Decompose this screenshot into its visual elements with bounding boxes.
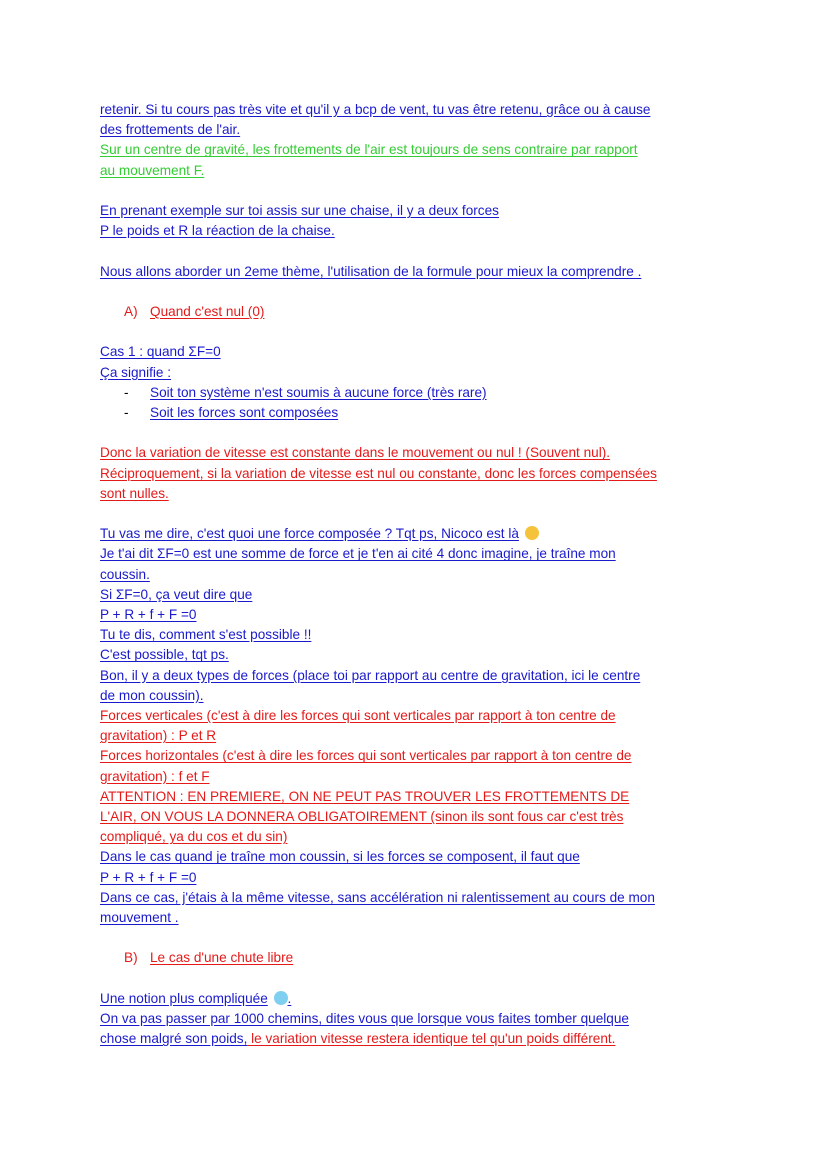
text-line-important: Forces horizontales (c'est à dire les forces qui sont verticales par rapport à ton centre de bbox=[100, 748, 632, 764]
dash-bullet-icon: - bbox=[124, 384, 129, 400]
text-line: Tu te dis, comment s'est possible !! bbox=[100, 627, 312, 643]
text-line: Dans le cas quand je traîne mon coussin, si les forces se composent, il faut que bbox=[100, 849, 580, 865]
smirk-face-icon bbox=[525, 526, 539, 540]
text-line: coussin. bbox=[100, 566, 150, 582]
text-line: des frottements de l'air. bbox=[100, 122, 241, 138]
text-line: Une notion plus compliquée . bbox=[100, 990, 292, 1006]
text-line-important: sont nulles. bbox=[100, 485, 169, 501]
text-line: En prenant exemple sur toi assis sur une chaise, il y a deux forces bbox=[100, 203, 499, 218]
document-body bbox=[100, 100, 730, 1049]
text-line: Nous allons aborder un 2eme thème, l'utilisation de la formule pour mieux la comprendre . bbox=[100, 263, 642, 279]
text-line: Si ΣF=0, ça veut dire que bbox=[100, 586, 253, 602]
text-line: On va pas passer par 1000 chemins, dites vous que lorsque vous faites tomber quelque bbox=[100, 1011, 629, 1027]
bullet-list bbox=[100, 383, 730, 423]
spacer bbox=[100, 181, 730, 201]
text-line-highlight: au mouvement F. bbox=[100, 162, 205, 178]
text-line-important: Forces verticales (c'est à dire les forces qui sont verticales par rapport à ton centre de bbox=[100, 708, 616, 723]
equation-line: P + R + f + F =0 bbox=[100, 869, 197, 885]
text-line: Je t'ai dit ΣF=0 est une somme de force et je t'en ai cité 4 donc imagine, je traîne mon bbox=[100, 546, 616, 562]
text-line: P le poids et R la réaction de la chaise. bbox=[100, 223, 335, 239]
equation-line: P + R + f + F =0 bbox=[100, 606, 197, 622]
text-line-important: Donc la variation de vitesse est constante dans le mouvement ou nul ! (Souvent nul). bbox=[100, 445, 611, 461]
section-letter: B) bbox=[124, 950, 138, 966]
text-line: mouvement . bbox=[100, 910, 179, 926]
text-line: Ça signifie : bbox=[100, 364, 172, 380]
warning-line: ATTENTION : EN PREMIERE, ON NE PEUT PAS TROUVER LES FROTTEMENTS DE bbox=[100, 788, 630, 804]
text-line: Bon, il y a deux types de forces (place toi par rapport au centre de gravitation, ici le centre bbox=[100, 667, 641, 683]
text-line-highlight: Sur un centre de gravité, les frottements de l'air est toujours de sens contraire par rapport bbox=[100, 142, 638, 158]
spacer bbox=[100, 322, 730, 342]
text-line: Cas 1 : quand ΣF=0 bbox=[100, 344, 221, 360]
section-title: Quand c'est nul (0) bbox=[150, 303, 265, 319]
text-line: de mon coussin). bbox=[100, 687, 204, 703]
warning-line: compliqué, ya du cos et du sin) bbox=[100, 829, 288, 845]
cold-face-icon bbox=[274, 991, 288, 1005]
spacer bbox=[100, 969, 730, 989]
text-line: chose malgré son poids, le variation vitesse restera identique tel qu'un poids différent. bbox=[100, 1031, 616, 1047]
section-heading-b bbox=[100, 948, 730, 968]
text-line: C'est possible, tqt ps. bbox=[100, 647, 229, 663]
text-line: Dans ce cas, j'étais à la même vitesse, sans accélération ni ralentissement au cours de mon bbox=[100, 889, 655, 905]
text-line-important: Réciproquement, si la variation de vitesse est nul ou constante, donc les forces compensées bbox=[100, 465, 657, 481]
section-title: Le cas d'une chute libre bbox=[150, 950, 294, 966]
text-line-important: gravitation) : P et R bbox=[100, 728, 217, 744]
spacer bbox=[100, 423, 730, 443]
spacer bbox=[100, 241, 730, 261]
spacer bbox=[100, 928, 730, 948]
text-line: retenir. Si tu cours pas très vite et qu'il y a bcp de vent, tu vas être retenu, grâce ou à cause bbox=[100, 102, 651, 117]
spacer bbox=[100, 504, 730, 524]
section-letter: A) bbox=[124, 303, 138, 319]
spacer bbox=[100, 282, 730, 302]
text-line-important: gravitation) : f et F bbox=[100, 768, 210, 784]
dash-bullet-icon: - bbox=[124, 404, 129, 420]
list-item: - Soit les forces sont composées bbox=[100, 403, 730, 423]
section-heading-a bbox=[100, 302, 730, 322]
text-line: Tu vas me dire, c'est quoi une force composée ? Tqt ps, Nicoco est là bbox=[100, 524, 730, 544]
list-item: - Soit ton système n'est soumis à aucune force (très rare) bbox=[100, 383, 730, 403]
warning-line: L'AIR, ON VOUS LA DONNERA OBLIGATOIREMENT (sinon ils sont fous car c'est très bbox=[100, 809, 624, 825]
